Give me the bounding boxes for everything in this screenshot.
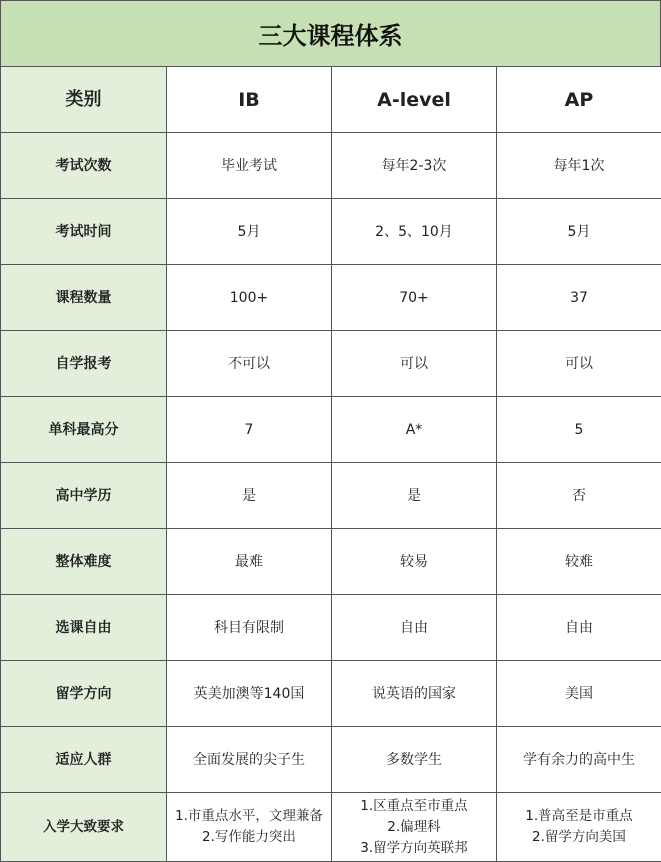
table-row: [1, 529, 661, 595]
requirement-line: 2.留学方向美国: [501, 827, 657, 848]
ib-cell: 是: [167, 463, 332, 529]
table-row: [1, 661, 661, 727]
ap-cell: 自由: [497, 595, 661, 661]
table-row: [1, 265, 661, 331]
requirement-line: 2.偏理科: [336, 817, 492, 838]
table-row: [1, 727, 661, 793]
alevel-cell: 较易: [332, 529, 497, 595]
ib-cell: 5月: [167, 199, 332, 265]
alevel-cell: [332, 793, 497, 862]
table-row: [1, 595, 661, 661]
ib-cell: 7: [167, 397, 332, 463]
alevel-cell: 说英语的国家: [332, 661, 497, 727]
header-ap: AP: [497, 67, 661, 133]
header-category: 类别: [1, 67, 167, 133]
ap-cell: 5: [497, 397, 661, 463]
ap-cell: 每年1次: [497, 133, 661, 199]
ib-cell: 全面发展的尖子生: [167, 727, 332, 793]
row-label: 考试时间: [1, 199, 167, 265]
requirement-line: 1.区重点至市重点: [336, 796, 492, 817]
alevel-cell: 70+: [332, 265, 497, 331]
alevel-cell: 自由: [332, 595, 497, 661]
ib-cell: [167, 793, 332, 862]
alevel-cell: 是: [332, 463, 497, 529]
ib-cell: 最难: [167, 529, 332, 595]
table-title: 三大课程体系: [0, 0, 661, 67]
ap-cell: 较难: [497, 529, 661, 595]
ib-cell: 科目有限制: [167, 595, 332, 661]
row-label: 入学大致要求: [1, 793, 167, 862]
table-row: [1, 199, 661, 265]
table-row: [1, 133, 661, 199]
ap-cell: [497, 793, 661, 862]
header-row: [1, 67, 661, 133]
ib-cell: 毕业考试: [167, 133, 332, 199]
alevel-cell: 可以: [332, 331, 497, 397]
row-label: 整体难度: [1, 529, 167, 595]
table-row: [1, 331, 661, 397]
ib-cell: 英美加澳等140国: [167, 661, 332, 727]
ib-cell: 不可以: [167, 331, 332, 397]
row-label: 自学报考: [1, 331, 167, 397]
header-ib: IB: [167, 67, 332, 133]
admission-row: [1, 793, 661, 862]
alevel-cell: 2、5、10月: [332, 199, 497, 265]
row-label: 选课自由: [1, 595, 167, 661]
alevel-cell: A*: [332, 397, 497, 463]
requirement-line: 2.写作能力突出: [171, 827, 327, 848]
ap-cell: 美国: [497, 661, 661, 727]
row-label: 适应人群: [1, 727, 167, 793]
ap-cell: 37: [497, 265, 661, 331]
alevel-cell: 多数学生: [332, 727, 497, 793]
row-label: 留学方向: [1, 661, 167, 727]
row-label: 考试次数: [1, 133, 167, 199]
ap-cell: 否: [497, 463, 661, 529]
ap-cell: 可以: [497, 331, 661, 397]
table-row: [1, 397, 661, 463]
requirement-line: 3.留学方向英联邦: [336, 838, 492, 859]
table-row: [1, 463, 661, 529]
alevel-cell: 每年2-3次: [332, 133, 497, 199]
header-alevel: A-level: [332, 67, 497, 133]
row-label: 单科最高分: [1, 397, 167, 463]
ap-cell: 学有余力的高中生: [497, 727, 661, 793]
comparison-grid: [0, 66, 661, 862]
row-label: 课程数量: [1, 265, 167, 331]
ap-cell: 5月: [497, 199, 661, 265]
row-label: 高中学历: [1, 463, 167, 529]
requirement-line: 1.普高至是市重点: [501, 806, 657, 827]
ib-cell: 100+: [167, 265, 332, 331]
requirement-line: 1.市重点水平，文理兼备: [171, 806, 327, 827]
